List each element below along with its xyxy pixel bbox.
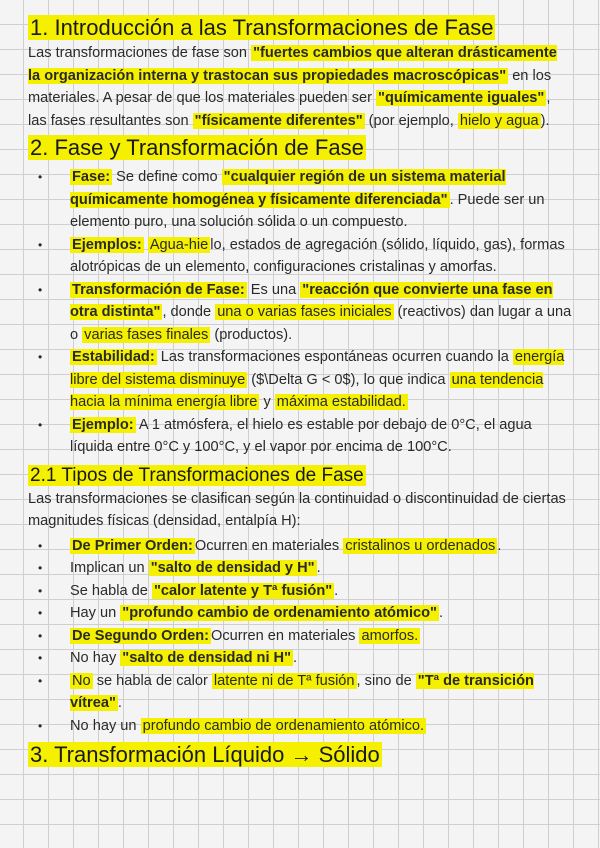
list-item: • Estabilidad: Las transformaciones espontáneas ocurren cuando la energía libre del sistema disminuye ($\Delta G < 0$), lo que indica una tendencia hacia la mínima energía libre y máxima estabilidad.	[28, 346, 572, 414]
section-2-1-intro: Las transformaciones se clasifican según la continuidad o discontinuidad de ciertas magnitudes físicas (densidad, entalpía H):	[28, 490, 566, 529]
section-2-heading	[28, 134, 572, 162]
list-item: • No hay "salto de densidad ni H" .	[28, 647, 572, 670]
section-1-heading	[28, 14, 572, 42]
list-item: • Ejemplo: A 1 atmósfera, el hielo es estable por debajo de 0°C, el agua líquida entre 0°C y 100°C, y el vapor por encima de 100°C.	[28, 414, 572, 459]
section-2-1-list	[28, 535, 572, 738]
section-1-title: 1. Introducción a las Transformaciones de Fase	[30, 15, 494, 40]
list-item: • No se habla de calor latente ni de Tª fusión , sino de "Tª de transición vítrea" .	[28, 670, 572, 715]
highlight: "químicamente iguales"	[378, 90, 545, 106]
list-item: • Se habla de "calor latente y Tª fusión" .	[28, 580, 572, 603]
highlight: "físicamente diferentes"	[194, 112, 363, 129]
list-item: • Implican un "salto de densidad y H" .	[28, 557, 572, 580]
section-2-title: 2. Fase y Transformación de Fase	[30, 135, 364, 160]
section-2-1-title: 2.1 Tipos de Transformaciones de Fase	[30, 464, 364, 486]
list-item: • De Segundo Orden: Ocurren en materiales amorfos.	[28, 625, 572, 648]
list-item: • Fase: Se define como "cualquier región de un sistema material químicamente homogénea y físicamente diferenciada" . Puede ser un elemento puro, una solución sólida o un compuesto.	[28, 166, 572, 234]
section-2-1-heading	[28, 463, 572, 488]
list-item: • Ejemplos: Agua-hie lo, estados de agregación (sólido, líquido, gas), formas alotrópicas de un elemento, configuraciones cristalinas y amorfas.	[28, 234, 572, 279]
list-item: • Transformación de Fase: Es una "reacción que convierte una fase en otra distinta" , donde una o varias fases iniciales (reactivos) dan lugar a una o varias fases finales (productos).	[28, 279, 572, 347]
section-1-paragraph: Las transformaciones de fase son "fuertes cambios que alteran drásticamente la organización interna y trastocan sus propiedades macroscópicas" en los materiales. A pesar de que los materiales pueden ser "químicamente iguales" , las fases resultantes son "físicamente diferentes" (por ejemplo, hielo y agua ).	[28, 45, 557, 129]
section-3-title: 3. Transformación Líquido → Sólido	[30, 742, 380, 767]
section-3-heading	[28, 741, 572, 769]
list-item: • De Primer Orden: Ocurren en materiales cristalinos u ordenados .	[28, 535, 572, 558]
list-item: • No hay un profundo cambio de ordenamiento atómico.	[28, 715, 572, 738]
highlight: hielo y agua	[459, 112, 539, 129]
list-item: • Hay un "profundo cambio de ordenamiento atómico" .	[28, 602, 572, 625]
highlight: "fuertes cambios que alteran drásticamente la organización interna y trastocan sus propiedades macroscópicas"	[28, 45, 557, 84]
section-2-list	[28, 166, 572, 459]
